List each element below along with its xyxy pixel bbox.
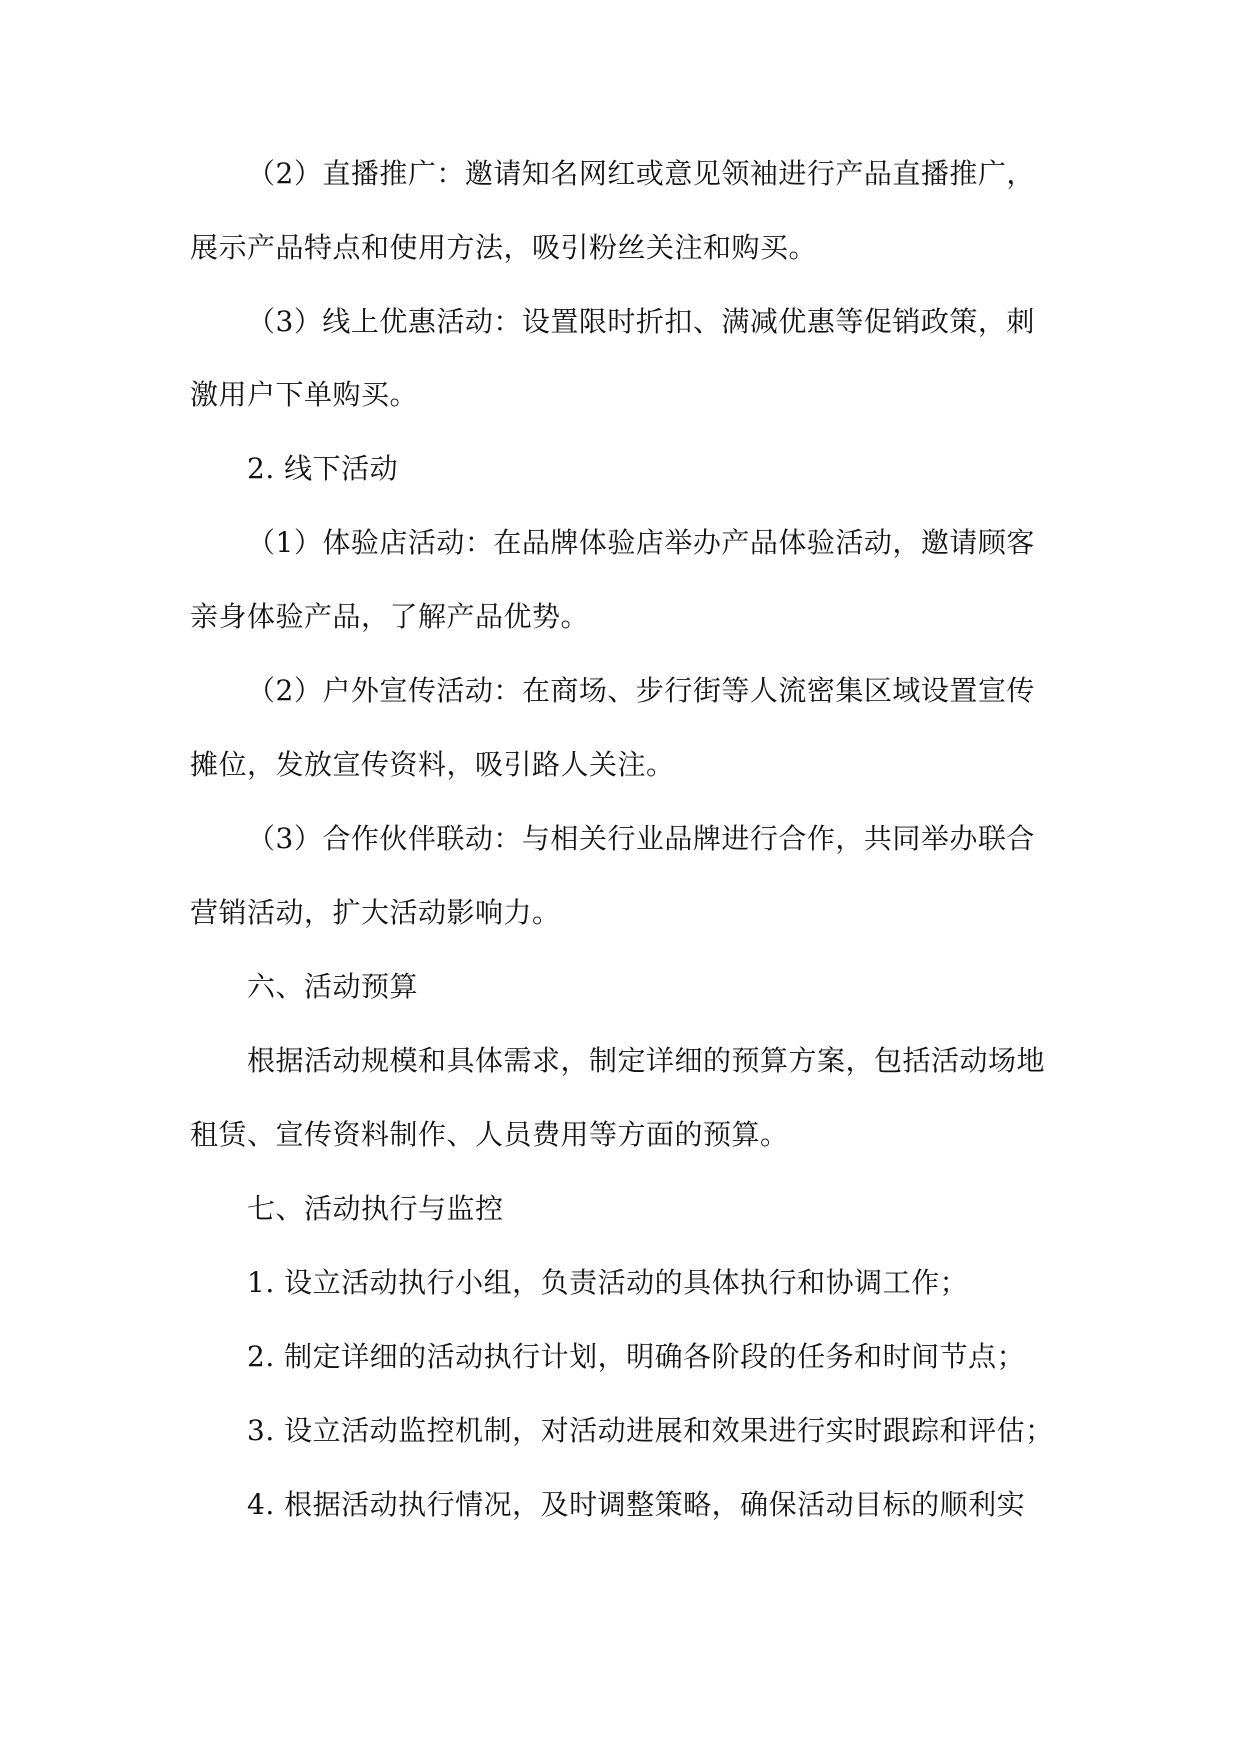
list-item: 3. 设立活动监控机制，对活动进展和效果进行实时跟踪和评估；: [247, 1414, 1054, 1447]
paragraph-line: 亲身体验产品，了解产品优势。: [190, 600, 590, 633]
paragraph-line: （3）线上优惠活动：设置限时折扣、满减优惠等促销政策，刺: [247, 305, 1035, 338]
list-item: 1. 设立活动执行小组，负责活动的具体执行和协调工作；: [247, 1266, 969, 1299]
paragraph-line: 摊位，发放宣传资料，吸引路人关注。: [190, 748, 675, 781]
paragraph-line: 营销活动，扩大活动影响力。: [190, 896, 561, 929]
section-heading: 七、活动执行与监控: [247, 1192, 504, 1225]
paragraph-line: （2）户外宣传活动：在商场、步行街等人流密集区域设置宣传: [247, 674, 1035, 707]
paragraph-line: 激用户下单购买。: [190, 378, 419, 411]
paragraph-line: （1）体验店活动：在品牌体验店举办产品体验活动，邀请顾客: [247, 526, 1035, 559]
section-heading: 六、活动预算: [247, 970, 419, 1003]
list-item: 4. 根据活动执行情况，及时调整策略，确保活动目标的顺利实: [247, 1488, 1026, 1521]
paragraph-line: 展示产品特点和使用方法，吸引粉丝关注和购买。: [190, 231, 818, 264]
list-item: 2. 制定详细的活动执行计划，明确各阶段的任务和时间节点；: [247, 1340, 1026, 1373]
subheading: 2. 线下活动: [247, 452, 399, 485]
paragraph-line: （3）合作伙伴联动：与相关行业品牌进行合作，共同举办联合: [247, 822, 1035, 855]
paragraph-line: 租赁、宣传资料制作、人员费用等方面的预算。: [190, 1118, 789, 1151]
paragraph-line: 根据活动规模和具体需求，制定详细的预算方案，包括活动场地: [247, 1044, 1046, 1077]
paragraph-line: （2）直播推广：邀请知名网红或意见领袖进行产品直播推广，: [247, 157, 1035, 190]
